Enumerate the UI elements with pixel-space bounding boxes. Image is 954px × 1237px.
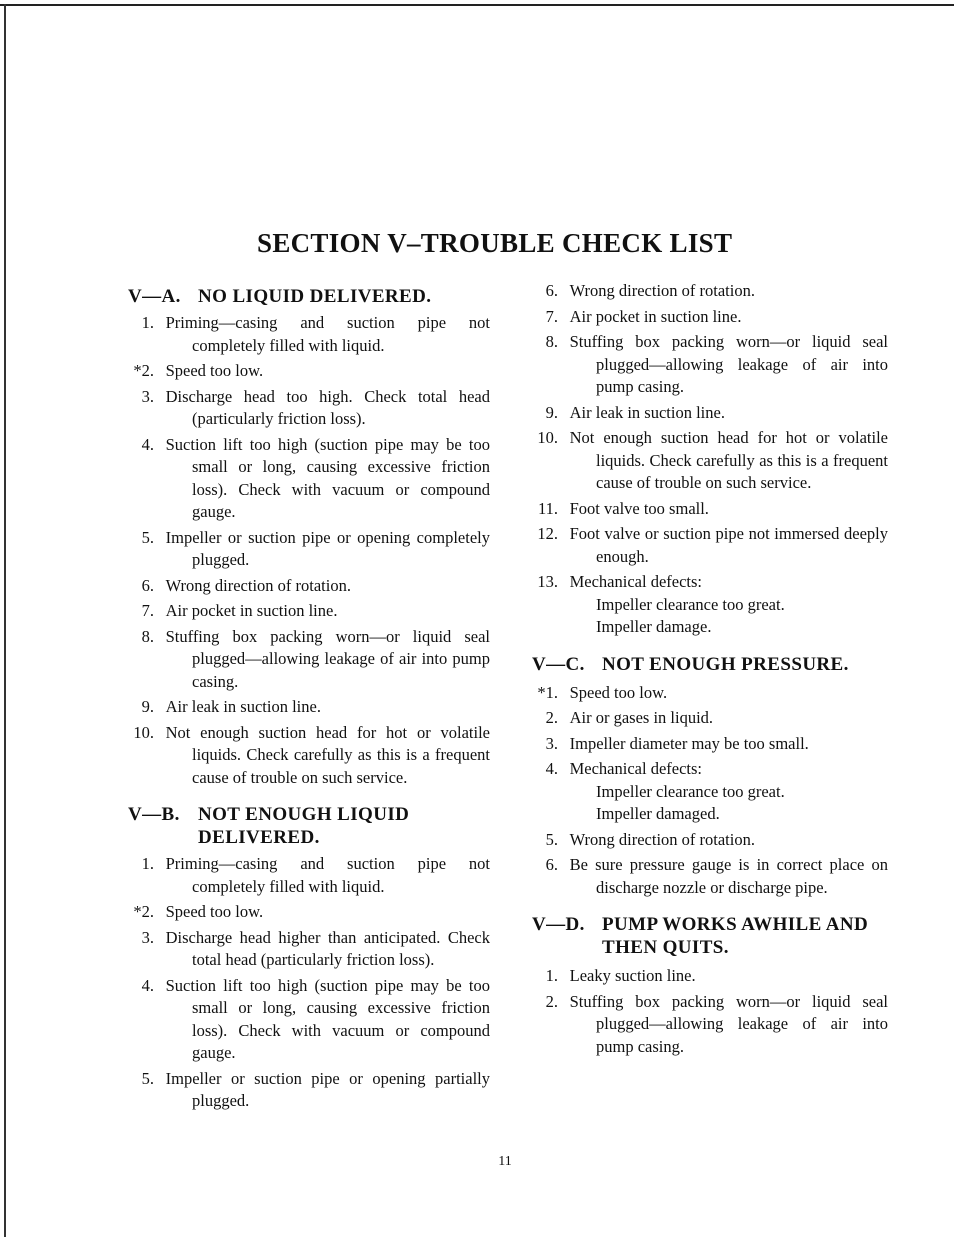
list-item	[532, 427, 888, 495]
item-text: Speed too low.	[569, 682, 668, 702]
sub-item: Impeller clearance too great.	[596, 781, 785, 801]
list-item	[532, 758, 888, 826]
item-text: Speed too low.	[165, 902, 264, 921]
item-text: Air pocket in suction line.	[569, 306, 742, 326]
item-number: 9.	[545, 402, 558, 422]
item-text: Not enough suction head for hot or volatile liquids. Check carefully as this is a frequent cause of trouble on such service.	[165, 722, 490, 787]
list-item	[128, 696, 490, 719]
item-number: 6.	[545, 281, 558, 300]
item-label: Mechanical defects:	[569, 572, 702, 591]
list-item	[128, 386, 490, 431]
section-heading	[128, 803, 490, 849]
item-number: 1.	[141, 854, 154, 873]
item-number: 6.	[141, 575, 154, 595]
item-text: Air or gases in liquid.	[569, 708, 714, 727]
list-item	[532, 498, 888, 521]
list-item	[128, 360, 490, 383]
sub-item: Impeller damaged.	[596, 804, 720, 823]
page-title: SECTION V–TROUBLE CHECK LIST	[257, 228, 733, 258]
item-list	[128, 312, 490, 789]
list-item	[532, 280, 888, 303]
list-item	[128, 853, 490, 898]
item-text: Be sure pressure gauge is in correct place on discharge nozzle or discharge pipe.	[569, 855, 888, 897]
item-number: 3.	[141, 927, 154, 947]
section-heading	[532, 913, 888, 959]
item-label: Mechanical defects:	[569, 759, 702, 778]
sub-item: Impeller clearance too great.	[596, 594, 785, 614]
item-text: Wrong direction of rotation.	[569, 829, 755, 849]
list-item	[532, 402, 888, 425]
item-number: *2.	[133, 361, 154, 380]
item-number: 3.	[545, 733, 558, 753]
item-text: Discharge head higher than anticipated. Check total head (particularly friction loss).	[165, 927, 490, 969]
item-number: 4.	[141, 975, 154, 995]
section-v-a	[128, 285, 490, 789]
item-text: Impeller diameter may be too small.	[569, 733, 809, 753]
item-text: Air leak in suction line.	[569, 402, 725, 422]
list-item	[128, 901, 490, 924]
list-item	[532, 707, 888, 730]
item-text: Air leak in suction line.	[165, 697, 321, 716]
item-number: 5.	[141, 527, 154, 547]
list-item	[128, 927, 490, 972]
item-list	[532, 965, 888, 1058]
section-title: NOT ENOUGH LIQUID DELIVERED.	[198, 804, 410, 848]
item-number: 8.	[545, 332, 558, 351]
item-text	[563, 571, 888, 639]
list-item	[532, 523, 888, 568]
section-v-c	[532, 653, 888, 900]
list-item	[128, 312, 490, 357]
item-text: Foot valve too small.	[569, 498, 709, 518]
item-number: 10.	[537, 428, 558, 447]
item-number: 11.	[537, 498, 558, 518]
section-title: NO LIQUID DELIVERED.	[198, 286, 432, 307]
list-item	[128, 575, 490, 598]
item-text: Stuffing box packing worn—or liquid seal plugged—allowing leakage of air into pump casing.	[569, 332, 888, 396]
item-text: Impeller or suction pipe or opening partially plugged.	[165, 1068, 490, 1110]
item-text: Priming—casing and suction pipe not completely filled with liquid.	[165, 854, 490, 896]
item-number: 7.	[545, 306, 558, 326]
item-text: Wrong direction of rotation.	[569, 281, 755, 300]
item-list	[532, 682, 888, 900]
page-number: 11	[498, 1154, 512, 1169]
section-title: NOT ENOUGH PRESSURE.	[602, 653, 849, 675]
item-number: *1.	[537, 682, 558, 702]
item-number: 4.	[545, 759, 558, 778]
item-number: 10.	[133, 722, 154, 742]
section-title: PUMP WORKS AWHILE AND THEN QUITS.	[602, 914, 869, 958]
item-number: 6.	[545, 855, 558, 874]
item-text: Wrong direction of rotation.	[165, 575, 351, 595]
item-number: 2.	[545, 708, 558, 727]
list-item	[128, 527, 490, 572]
item-number: 8.	[141, 626, 154, 646]
item-text	[563, 758, 888, 826]
item-text: Not enough suction head for hot or volatile liquids. Check carefully as this is a frequent cause of trouble on such service.	[569, 428, 888, 492]
left-column	[128, 285, 490, 1116]
section-heading	[532, 653, 888, 676]
item-text: Air pocket in suction line.	[165, 601, 338, 620]
page-left-border	[4, 4, 6, 1237]
item-text: Priming—casing and suction pipe not completely filled with liquid.	[165, 313, 490, 355]
item-text: Impeller or suction pipe or opening completely plugged.	[165, 527, 490, 569]
item-list	[128, 853, 490, 1113]
list-item	[128, 626, 490, 694]
list-item	[532, 331, 888, 399]
list-item	[532, 306, 888, 329]
item-number: 9.	[141, 697, 154, 716]
sub-item: Impeller damage.	[596, 617, 712, 636]
item-number: 1.	[545, 966, 558, 985]
section-code: V—C.	[532, 653, 585, 675]
item-text: Suction lift too high (suction pipe may be too small or long, causing excessive friction loss). Check with vacuum or compound gauge.	[165, 434, 490, 521]
list-item	[128, 434, 490, 524]
section-code: V—B.	[128, 804, 180, 825]
item-text: Foot valve or suction pipe not immersed deeply enough.	[569, 524, 888, 566]
item-text: Speed too low.	[165, 361, 264, 380]
list-item	[128, 722, 490, 790]
list-item	[128, 600, 490, 623]
section-code: V—D.	[532, 914, 585, 935]
item-text: Stuffing box packing worn—or liquid seal plugged—allowing leakage of air into pump casing.	[569, 991, 888, 1056]
item-text: Suction lift too high (suction pipe may be too small or long, causing excessive friction loss). Check with vacuum or compound gauge.	[165, 975, 490, 1062]
item-number: 2.	[545, 991, 558, 1011]
item-number: 7.	[141, 601, 154, 620]
right-column	[532, 280, 888, 1061]
item-text: Discharge head too high. Check total head (particularly friction loss).	[165, 386, 490, 428]
list-item	[532, 682, 888, 705]
page-top-border	[0, 4, 954, 6]
item-number: 5.	[545, 829, 558, 849]
item-number: 12.	[537, 524, 558, 543]
item-number: 3.	[141, 386, 154, 406]
item-number: *2.	[133, 902, 154, 921]
section-v-d	[532, 913, 888, 1058]
item-number: 4.	[141, 434, 154, 454]
list-item	[128, 1068, 490, 1113]
item-text: Leaky suction line.	[569, 966, 696, 985]
list-item	[532, 854, 888, 899]
item-number: 5.	[141, 1068, 154, 1088]
section-heading	[128, 285, 490, 308]
section-code: V—A.	[128, 286, 181, 307]
list-item	[532, 991, 888, 1059]
item-number: 13.	[537, 572, 558, 591]
list-item	[532, 829, 888, 852]
item-list-continued	[532, 280, 888, 639]
section-v-b	[128, 803, 490, 1113]
list-item	[128, 975, 490, 1065]
list-item	[532, 733, 888, 756]
item-number: 1.	[141, 313, 154, 332]
list-item	[532, 965, 888, 988]
list-item	[532, 571, 888, 639]
item-text: Stuffing box packing worn—or liquid seal plugged—allowing leakage of air into pump casing.	[165, 626, 490, 691]
